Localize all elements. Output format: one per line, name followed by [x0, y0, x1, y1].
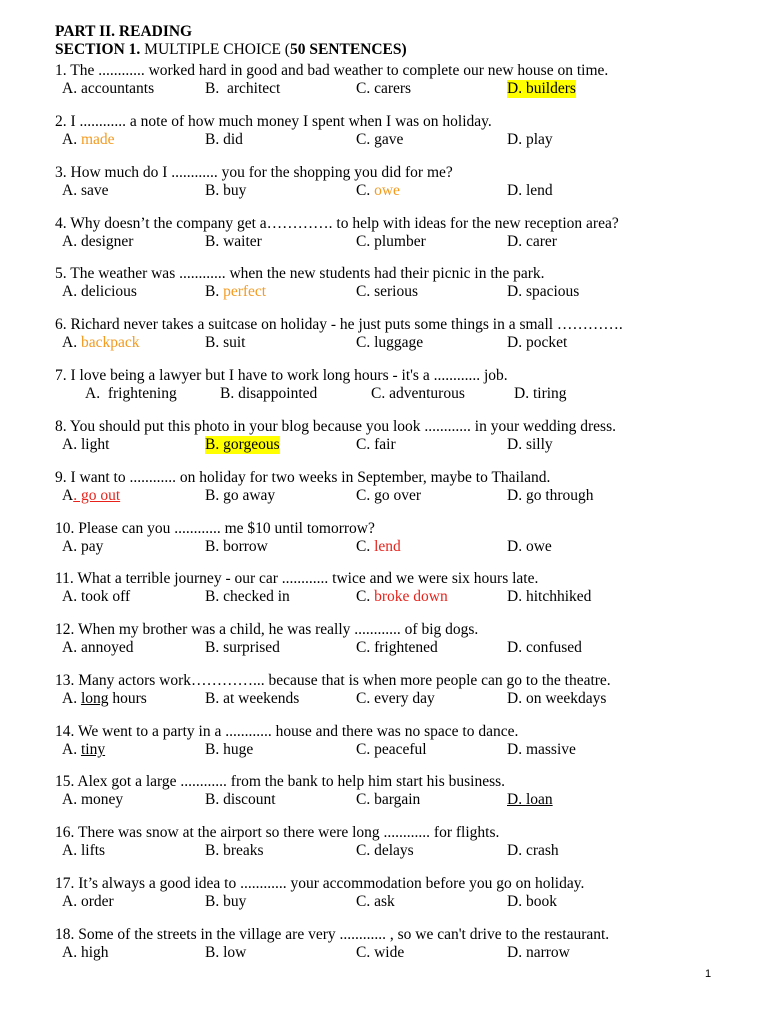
option-letter: A.	[62, 893, 81, 910]
option-text: . go out	[73, 487, 121, 504]
option-letter: B.	[205, 182, 224, 199]
option-text: waiter	[223, 233, 262, 250]
option-text: discount	[223, 791, 276, 808]
option-letter: B.	[205, 131, 224, 148]
option-c	[356, 944, 404, 962]
option-d	[507, 538, 552, 556]
option-d	[507, 741, 576, 759]
option-text: buy	[223, 893, 247, 910]
option-text: high	[80, 944, 109, 961]
option-suffix: hours	[108, 690, 147, 707]
option-text: narrow	[525, 944, 570, 961]
option-b	[220, 385, 317, 403]
option-b	[205, 791, 276, 809]
option-text: buy	[223, 182, 247, 199]
option-letter: B.	[205, 944, 224, 961]
option-d	[507, 436, 553, 454]
question-stem: 12. When my brother was a child, he was really ............ of big dogs.	[55, 621, 479, 638]
option-b	[205, 588, 290, 606]
option-letter: B.	[205, 690, 224, 707]
option-letter: A.	[62, 283, 81, 300]
option-a	[85, 385, 177, 403]
question-stem: 8. You should put this photo in your blog because you look ............ in your wedding dress.	[55, 418, 616, 435]
option-a	[62, 436, 109, 454]
option-a	[62, 944, 109, 962]
option-letter: A.	[62, 334, 81, 351]
option-letter: C.	[356, 80, 375, 97]
option-letter: D.	[507, 233, 526, 250]
option-a	[62, 182, 109, 200]
option-c	[356, 283, 418, 301]
option-text: play	[525, 131, 553, 148]
option-text: ask	[374, 893, 395, 910]
option-text: architect	[226, 80, 281, 97]
option-text: crash	[525, 842, 559, 859]
option-d	[507, 690, 606, 708]
option-text: lifts	[80, 842, 106, 859]
question-2	[55, 113, 755, 149]
question-stem: 5. The weather was ............ when the new students had their picnic in the park.	[55, 265, 545, 282]
option-text: delays	[374, 842, 414, 859]
answer-options	[55, 639, 755, 657]
option-letter: B.	[205, 334, 224, 351]
answer-options	[55, 487, 755, 505]
option-b	[205, 944, 246, 962]
option-text: broke down	[374, 588, 448, 605]
option-text: book	[525, 893, 557, 910]
question-6	[55, 316, 755, 352]
option-text: frightening	[107, 385, 177, 402]
option-c	[356, 182, 400, 200]
option-letter: D.	[507, 791, 526, 808]
section-title	[55, 41, 407, 59]
option-text: owe	[374, 182, 400, 199]
option-letter: B.	[205, 791, 224, 808]
option-b	[205, 690, 299, 708]
option-letter: D.	[507, 639, 526, 656]
option-c	[356, 842, 414, 860]
answer-options	[55, 80, 755, 98]
option-text: save	[80, 182, 109, 199]
option-b	[205, 233, 262, 251]
section-count: 50 SENTENCES)	[289, 41, 407, 58]
option-text: took off	[80, 588, 131, 605]
option-letter: D.	[507, 334, 526, 351]
option-text: disappointed	[238, 385, 318, 402]
option-text: at weekends	[223, 690, 300, 707]
option-letter: A.	[62, 639, 81, 656]
option-b	[205, 893, 246, 911]
option-letter: A.	[62, 944, 81, 961]
question-7	[55, 367, 755, 403]
option-text: spacious	[525, 283, 580, 300]
option-text: loan	[525, 791, 553, 808]
option-d	[514, 385, 567, 403]
question-9	[55, 469, 755, 505]
option-d	[507, 80, 576, 98]
option-text: massive	[525, 741, 576, 758]
option-text: suit	[223, 334, 246, 351]
section-label: SECTION 1.	[55, 41, 141, 58]
question-stem: 6. Richard never takes a suitcase on holiday - he just puts some things in a small ………….	[55, 316, 623, 333]
option-text: fair	[374, 436, 396, 453]
option-letter: C.	[356, 436, 375, 453]
option-text: go through	[525, 487, 594, 504]
answer-options	[55, 944, 755, 962]
option-text: pocket	[525, 334, 568, 351]
option-a	[62, 80, 154, 98]
option-text: confused	[525, 639, 582, 656]
question-stem: 7. I love being a lawyer but I have to work long hours - it's a ............ job.	[55, 367, 508, 384]
option-b	[205, 334, 246, 352]
option-letter: C.	[356, 690, 375, 707]
option-a	[62, 131, 115, 149]
option-a	[62, 233, 133, 251]
answer-options	[55, 741, 755, 759]
option-c	[356, 639, 438, 657]
option-text: accountants	[80, 80, 155, 97]
option-b	[205, 131, 243, 149]
answer-options	[55, 385, 755, 403]
option-letter: C.	[356, 639, 375, 656]
option-text: light	[80, 436, 110, 453]
question-15	[55, 773, 755, 809]
option-text: adventurous	[389, 385, 465, 402]
question-12	[55, 621, 755, 657]
section-type: MULTIPLE CHOICE (	[140, 41, 290, 58]
option-letter: A.	[62, 690, 81, 707]
option-text: on weekdays	[525, 690, 607, 707]
option-c	[356, 741, 427, 759]
option-a	[62, 538, 103, 556]
page-number: 1	[705, 968, 712, 980]
option-d	[507, 791, 553, 809]
option-a	[62, 588, 130, 606]
question-stem: 2. I ............ a note of how much money I spent when I was on holiday.	[55, 113, 492, 130]
question-11	[55, 570, 755, 606]
answer-options	[55, 588, 755, 606]
option-c	[356, 893, 395, 911]
option-d	[507, 944, 570, 962]
option-text: plumber	[374, 233, 426, 250]
option-letter: D.	[507, 690, 526, 707]
question-stem: 4. Why doesn’t the company get a…………. to help with ideas for the new reception area?	[55, 215, 619, 232]
question-stem: 10. Please can you ............ me $10 until tomorrow?	[55, 520, 375, 537]
option-a	[62, 893, 114, 911]
option-text: perfect	[223, 283, 267, 300]
option-d	[507, 842, 559, 860]
option-b	[205, 639, 280, 657]
option-text: pay	[80, 538, 104, 555]
option-letter: B.	[205, 80, 227, 97]
option-c	[356, 436, 396, 454]
option-letter: D.	[507, 80, 526, 97]
option-letter: D.	[507, 944, 526, 961]
option-letter: A.	[62, 588, 81, 605]
option-letter: B.	[205, 487, 224, 504]
option-text: breaks	[223, 842, 264, 859]
option-text: hitchhiked	[525, 588, 592, 605]
option-text: lend	[374, 538, 401, 555]
option-letter: C.	[356, 131, 375, 148]
answer-options	[55, 233, 755, 251]
answer-options	[55, 842, 755, 860]
option-letter: A.	[62, 131, 81, 148]
option-c	[356, 334, 423, 352]
option-letter: A.	[62, 538, 81, 555]
option-text: borrow	[223, 538, 268, 555]
option-text: every day	[374, 690, 435, 707]
option-letter: D.	[507, 893, 526, 910]
option-letter: B.	[205, 233, 224, 250]
answer-options	[55, 131, 755, 149]
answer-options	[55, 334, 755, 352]
option-a	[62, 639, 133, 657]
option-text: backpack	[80, 334, 140, 351]
option-text: made	[80, 131, 115, 148]
answer-options	[55, 690, 755, 708]
option-text: did	[223, 131, 243, 148]
question-stem: 15. Alex got a large ............ from the bank to help him start his business.	[55, 773, 506, 790]
option-letter: B.	[205, 283, 224, 300]
question-stem: 11. What a terrible journey - our car ............ twice and we were six hours late.	[55, 570, 539, 587]
part-title: PART II. READING	[55, 23, 193, 40]
answer-options	[55, 538, 755, 556]
option-letter: B.	[205, 893, 224, 910]
question-stem: 1. The ............ worked hard in good and bad weather to complete our new house on time.	[55, 62, 609, 79]
question-stem: 13. Many actors work…………... because that is when more people can go to the theatre.	[55, 672, 611, 689]
option-text: low	[223, 944, 247, 961]
option-c	[356, 131, 403, 149]
option-a	[62, 791, 123, 809]
option-letter: D.	[507, 436, 526, 453]
option-letter: A.	[62, 182, 81, 199]
option-b	[205, 182, 246, 200]
option-a	[62, 842, 105, 860]
option-text: order	[80, 893, 114, 910]
option-d	[507, 283, 579, 301]
option-letter: C.	[356, 334, 375, 351]
option-text: gave	[374, 131, 404, 148]
option-letter: C.	[356, 182, 375, 199]
question-stem: 18. Some of the streets in the village are very ............ , so we can't drive to the restaurant.	[55, 926, 610, 943]
option-text: long	[80, 690, 109, 707]
option-text: builders	[525, 80, 576, 97]
question-1	[55, 62, 755, 98]
option-b	[205, 436, 280, 454]
option-letter: D.	[514, 385, 533, 402]
option-letter: C.	[356, 283, 375, 300]
option-a	[62, 283, 137, 301]
answer-options	[55, 893, 755, 911]
answer-options	[55, 436, 755, 454]
option-text: go away	[223, 487, 276, 504]
option-letter: A.	[62, 791, 81, 808]
option-letter: C.	[356, 842, 375, 859]
option-letter: B.	[205, 538, 224, 555]
option-text: carers	[374, 80, 412, 97]
option-text: frightened	[374, 639, 438, 656]
answer-options	[55, 283, 755, 301]
document-header	[55, 23, 407, 59]
option-text: annoyed	[80, 639, 134, 656]
option-letter: B.	[220, 385, 239, 402]
option-letter: C.	[356, 944, 375, 961]
option-text: gorgeous	[223, 436, 280, 453]
option-d	[507, 639, 582, 657]
option-b	[205, 842, 264, 860]
option-b	[205, 741, 253, 759]
option-text: money	[80, 791, 124, 808]
option-d	[507, 487, 594, 505]
option-text: delicious	[80, 283, 137, 300]
option-c	[356, 538, 401, 556]
option-c	[356, 690, 435, 708]
option-text: surprised	[223, 639, 280, 656]
question-stem: 3. How much do I ............ you for the shopping you did for me?	[55, 164, 453, 181]
option-letter: A.	[85, 385, 108, 402]
option-a	[62, 334, 139, 352]
option-d	[507, 893, 557, 911]
option-c	[356, 487, 421, 505]
option-text: carer	[525, 233, 557, 250]
option-c	[356, 233, 426, 251]
question-13	[55, 672, 755, 708]
option-letter: C.	[356, 538, 375, 555]
option-letter: D.	[507, 131, 526, 148]
answer-options	[55, 791, 755, 809]
option-letter: D.	[507, 588, 526, 605]
option-letter: A.	[62, 741, 81, 758]
option-d	[507, 588, 591, 606]
option-text: checked in	[223, 588, 290, 605]
option-d	[507, 182, 553, 200]
option-text: go over	[374, 487, 422, 504]
option-text: lend	[525, 182, 553, 199]
option-letter: A.	[62, 436, 81, 453]
option-letter: B.	[205, 842, 224, 859]
option-letter: A	[62, 487, 74, 504]
option-letter: C.	[356, 791, 375, 808]
option-b	[205, 283, 266, 301]
option-letter: C.	[371, 385, 390, 402]
option-c	[371, 385, 465, 403]
option-letter: C.	[356, 588, 375, 605]
option-text: serious	[374, 283, 419, 300]
option-letter: B.	[205, 588, 224, 605]
option-text: luggage	[374, 334, 424, 351]
question-stem: 9. I want to ............ on holiday for two weeks in September, maybe to Thailand.	[55, 469, 551, 486]
option-d	[507, 131, 553, 149]
question-3	[55, 164, 755, 200]
option-letter: A.	[62, 80, 81, 97]
option-d	[507, 233, 557, 251]
option-letter: D.	[507, 842, 526, 859]
option-text: designer	[80, 233, 134, 250]
option-d	[507, 334, 567, 352]
option-text: peaceful	[374, 741, 427, 758]
option-letter: D.	[507, 283, 526, 300]
option-letter: C.	[356, 741, 375, 758]
question-18	[55, 926, 755, 962]
option-text: wide	[374, 944, 405, 961]
question-8	[55, 418, 755, 454]
option-letter: A.	[62, 842, 81, 859]
option-letter: C.	[356, 893, 375, 910]
option-letter: A.	[62, 233, 81, 250]
question-14	[55, 723, 755, 759]
option-a	[62, 690, 147, 708]
question-10	[55, 520, 755, 556]
option-letter: D.	[507, 741, 526, 758]
answer-options	[55, 182, 755, 200]
option-text: bargain	[374, 791, 421, 808]
option-c	[356, 791, 420, 809]
option-a	[62, 741, 105, 759]
question-stem: 16. There was snow at the airport so there were long ............ for flights.	[55, 824, 500, 841]
option-c	[356, 80, 411, 98]
option-letter: B.	[205, 436, 224, 453]
question-stem: 14. We went to a party in a ............ house and there was no space to dance.	[55, 723, 519, 740]
option-letter: C.	[356, 233, 375, 250]
option-letter: B.	[205, 741, 224, 758]
option-letter: D.	[507, 182, 526, 199]
option-a	[62, 487, 120, 505]
option-letter: D.	[507, 487, 526, 504]
question-stem: 17. It’s always a good idea to ............ your accommodation before you go on holiday.	[55, 875, 585, 892]
question-17	[55, 875, 755, 911]
option-text: owe	[525, 538, 552, 555]
option-b	[205, 538, 268, 556]
option-b	[205, 80, 280, 98]
option-text: tiring	[532, 385, 567, 402]
option-text: silly	[525, 436, 553, 453]
option-letter: B.	[205, 639, 224, 656]
option-letter: C.	[356, 487, 375, 504]
option-c	[356, 588, 448, 606]
question-16	[55, 824, 755, 860]
question-5	[55, 265, 755, 301]
question-4	[55, 215, 755, 251]
option-b	[205, 487, 275, 505]
option-text: huge	[223, 741, 254, 758]
option-letter: D.	[507, 538, 526, 555]
option-text: tiny	[80, 741, 106, 758]
